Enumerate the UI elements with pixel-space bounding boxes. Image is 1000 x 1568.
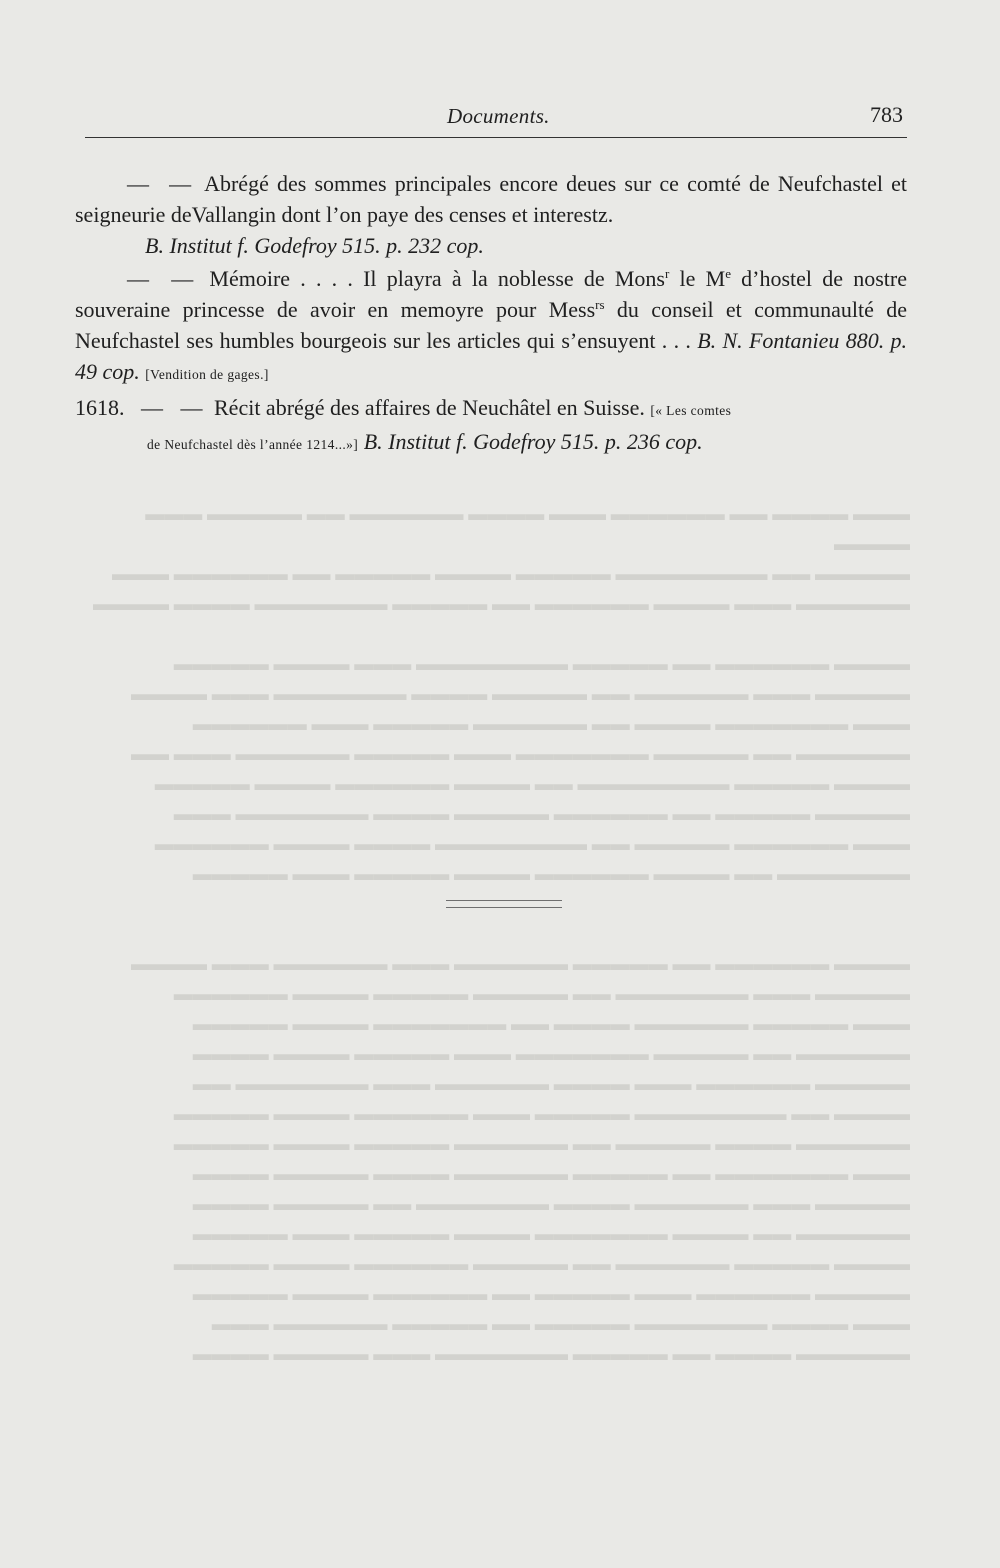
- header-rule: [85, 137, 907, 138]
- entry-dashes: — —: [141, 395, 209, 420]
- running-title: Documents.: [447, 104, 550, 128]
- entry-dashes: — —: [127, 266, 200, 291]
- entry-abrege-sommes: [75, 168, 907, 261]
- entry-text: nostre souveraine princesse de avoir en memoyre pour Mess: [75, 266, 907, 322]
- entry-year: 1618.: [75, 395, 125, 420]
- entry-note: [« Les comtes: [650, 403, 732, 418]
- superscript: rs: [595, 297, 605, 312]
- show-through-text: ▬▬▬ ▬▬▬▬ ▬▬ ▬▬▬▬▬▬ ▬▬▬ ▬▬▬▬ ▬▬▬▬▬▬ ▬▬ ▬▬▬▬▬ ▬▬▬ ▬▬▬▬ ▬▬▬▬▬ ▬▬ ▬▬▬▬▬▬▬▬ ▬▬▬▬▬ ▬▬▬▬ ▬▬▬▬▬ ▬▬ ▬▬▬▬▬▬ ▬▬▬ ▬▬▬▬▬▬ ▬▬▬ ▬▬▬▬ ▬▬▬▬▬▬ ▬▬ ▬▬▬▬▬ ▬▬▬▬▬▬▬ ▬▬▬▬ ▬▬▬▬ ▬▬▬▬ ▬▬▬▬▬▬ ▬▬ ▬▬▬▬▬ ▬▬▬▬▬▬▬▬ ▬▬▬ ▬▬▬▬ ▬▬▬▬▬ ▬▬▬▬▬ ▬▬▬ ▬▬▬▬▬▬ ▬▬ ▬▬▬▬▬ ▬▬▬▬ ▬▬▬▬▬▬▬ ▬▬▬ ▬▬▬▬ ▬▬▬ ▬▬▬▬▬▬▬ ▬▬▬▬ ▬▬ ▬▬▬▬▬▬ ▬▬▬▬▬ ▬▬▬ ▬▬▬▬▬▬ ▬▬▬▬▬▬ ▬▬ ▬▬▬▬▬ ▬▬▬▬▬▬▬ ▬▬▬ ▬▬▬▬▬ ▬▬▬▬▬▬ ▬▬▬ ▬▬ ▬▬▬▬ ▬▬▬▬▬ ▬▬▬▬▬▬▬▬ ▬▬ ▬▬▬▬ ▬▬▬▬▬▬ ▬▬▬▬ ▬▬▬▬▬ ▬▬▬▬▬ ▬▬▬▬▬ ▬▬ ▬▬▬▬▬▬ ▬▬▬▬▬ ▬▬▬▬ ▬▬▬▬▬▬▬ ▬▬▬ ▬▬▬ ▬▬▬▬▬▬ ▬▬▬▬▬ ▬▬ ▬▬▬▬▬▬▬▬ ▬▬▬▬ ▬▬▬▬ ▬▬▬▬▬▬ ▬▬▬▬▬▬▬ ▬▬ ▬▬▬▬ ▬▬▬▬▬▬ ▬▬▬▬ ▬▬▬▬▬ ▬▬▬ ▬▬▬▬▬: [93, 504, 910, 885]
- entry-dashes: — —: [127, 171, 198, 196]
- entry-text: du conseil: [604, 297, 714, 322]
- document-entries: [75, 168, 907, 462]
- superscript: e: [725, 266, 731, 281]
- entry-text: Abrégé des sommes principales encore deues sur ce comté de: [204, 171, 770, 196]
- entry-recit-abrege: [75, 392, 907, 460]
- entry-note: de Neufchastel dès l’année 1214...»]: [147, 437, 359, 452]
- entry-text: d’hostel de: [730, 266, 844, 291]
- entry-reference: B. Institut f. Godefroy 515. p. 232 cop.: [145, 233, 484, 258]
- entry-reference: B. Institut f. Godefroy 515. p. 236 cop.: [363, 429, 703, 454]
- entry-text: Récit abrégé des affaires de Neuchâtel en Suisse.: [214, 395, 645, 420]
- entry-text: et communaulté de Neufchastel ses humbles bourgeois sur les articles qui: [75, 297, 907, 353]
- entry-text: le M: [669, 266, 726, 291]
- page-number: 783: [870, 102, 903, 127]
- show-through-text: ▬▬▬▬ ▬▬▬▬▬▬ ▬▬ ▬▬▬▬▬ ▬▬▬▬▬▬ ▬▬▬ ▬▬▬▬▬▬ ▬▬▬ ▬▬▬▬ ▬▬▬▬▬ ▬▬▬ ▬▬▬▬▬▬▬ ▬▬ ▬▬▬▬▬ ▬▬▬▬▬ ▬▬▬▬ ▬▬▬▬▬▬ ▬▬▬ ▬▬▬▬▬ ▬▬▬▬▬▬ ▬▬▬▬ ▬▬ ▬▬▬▬▬▬▬ ▬▬▬▬ ▬▬▬▬▬ ▬▬▬▬▬▬ ▬▬ ▬▬▬▬▬ ▬▬▬▬▬▬▬ ▬▬▬ ▬▬▬▬▬ ▬▬▬▬ ▬▬▬▬ ▬▬▬▬▬ ▬▬▬▬▬▬ ▬▬▬ ▬▬▬▬ ▬▬▬▬▬▬ ▬▬▬ ▬▬▬▬▬▬▬ ▬▬ ▬▬▬▬ ▬▬ ▬▬▬▬▬▬▬▬ ▬▬▬▬▬ ▬▬▬ ▬▬▬▬▬▬ ▬▬▬▬ ▬▬▬▬▬ ▬▬▬▬▬▬ ▬▬▬▬ ▬▬▬▬▬ ▬▬ ▬▬▬▬▬▬ ▬▬▬▬▬ ▬▬▬▬ ▬▬▬▬▬ ▬▬▬ ▬▬▬▬▬▬▬ ▬▬ ▬▬▬▬▬ ▬▬▬▬▬▬ ▬▬▬▬ ▬▬▬▬▬ ▬▬▬▬ ▬▬▬▬▬ ▬▬▬ ▬▬▬▬▬▬ ▬▬▬▬ ▬▬▬▬▬▬▬ ▬▬ ▬▬▬▬▬ ▬▬▬▬ ▬▬▬▬▬▬ ▬▬ ▬▬▬▬ ▬▬▬▬▬▬▬ ▬▬▬▬ ▬▬▬▬▬ ▬▬▬ ▬▬▬▬▬ ▬▬▬▬ ▬▬▬▬▬ ▬▬▬▬▬▬ ▬▬ ▬▬▬▬▬ ▬▬▬▬▬▬ ▬▬▬▬ ▬▬▬▬▬ ▬▬▬▬▬ ▬▬▬▬▬▬ ▬▬▬ ▬▬▬▬▬ ▬▬ ▬▬▬▬▬▬ ▬▬▬▬ ▬▬▬▬▬ ▬▬▬ ▬▬▬▬ ▬▬▬▬▬▬▬ ▬▬▬▬▬ ▬▬ ▬▬▬▬▬ ▬▬▬▬▬▬ ▬▬▬ ▬▬▬▬▬▬ ▬▬▬▬ ▬▬ ▬▬▬▬▬ ▬▬▬▬▬▬▬ ▬▬▬ ▬▬▬▬▬ ▬▬▬▬: [131, 954, 910, 1365]
- entry-text: s’ensuyent . . .: [561, 328, 698, 353]
- entry-memoire: [75, 263, 907, 390]
- entry-note: [Vendition de gages.]: [145, 367, 269, 382]
- section-end-double-rule: [446, 900, 562, 908]
- entry-text: Mémoire . . . . Il playra à la noblesse de Mons: [209, 266, 665, 291]
- entry-reference: B. N. Fontanieu 880. p. 49 cop.: [75, 328, 908, 384]
- running-head: [85, 104, 907, 134]
- superscript: r: [664, 266, 670, 281]
- entry-text: Neufchastel et seigneurie deVallangin dont l’on paye des censes et interestz.: [75, 171, 908, 227]
